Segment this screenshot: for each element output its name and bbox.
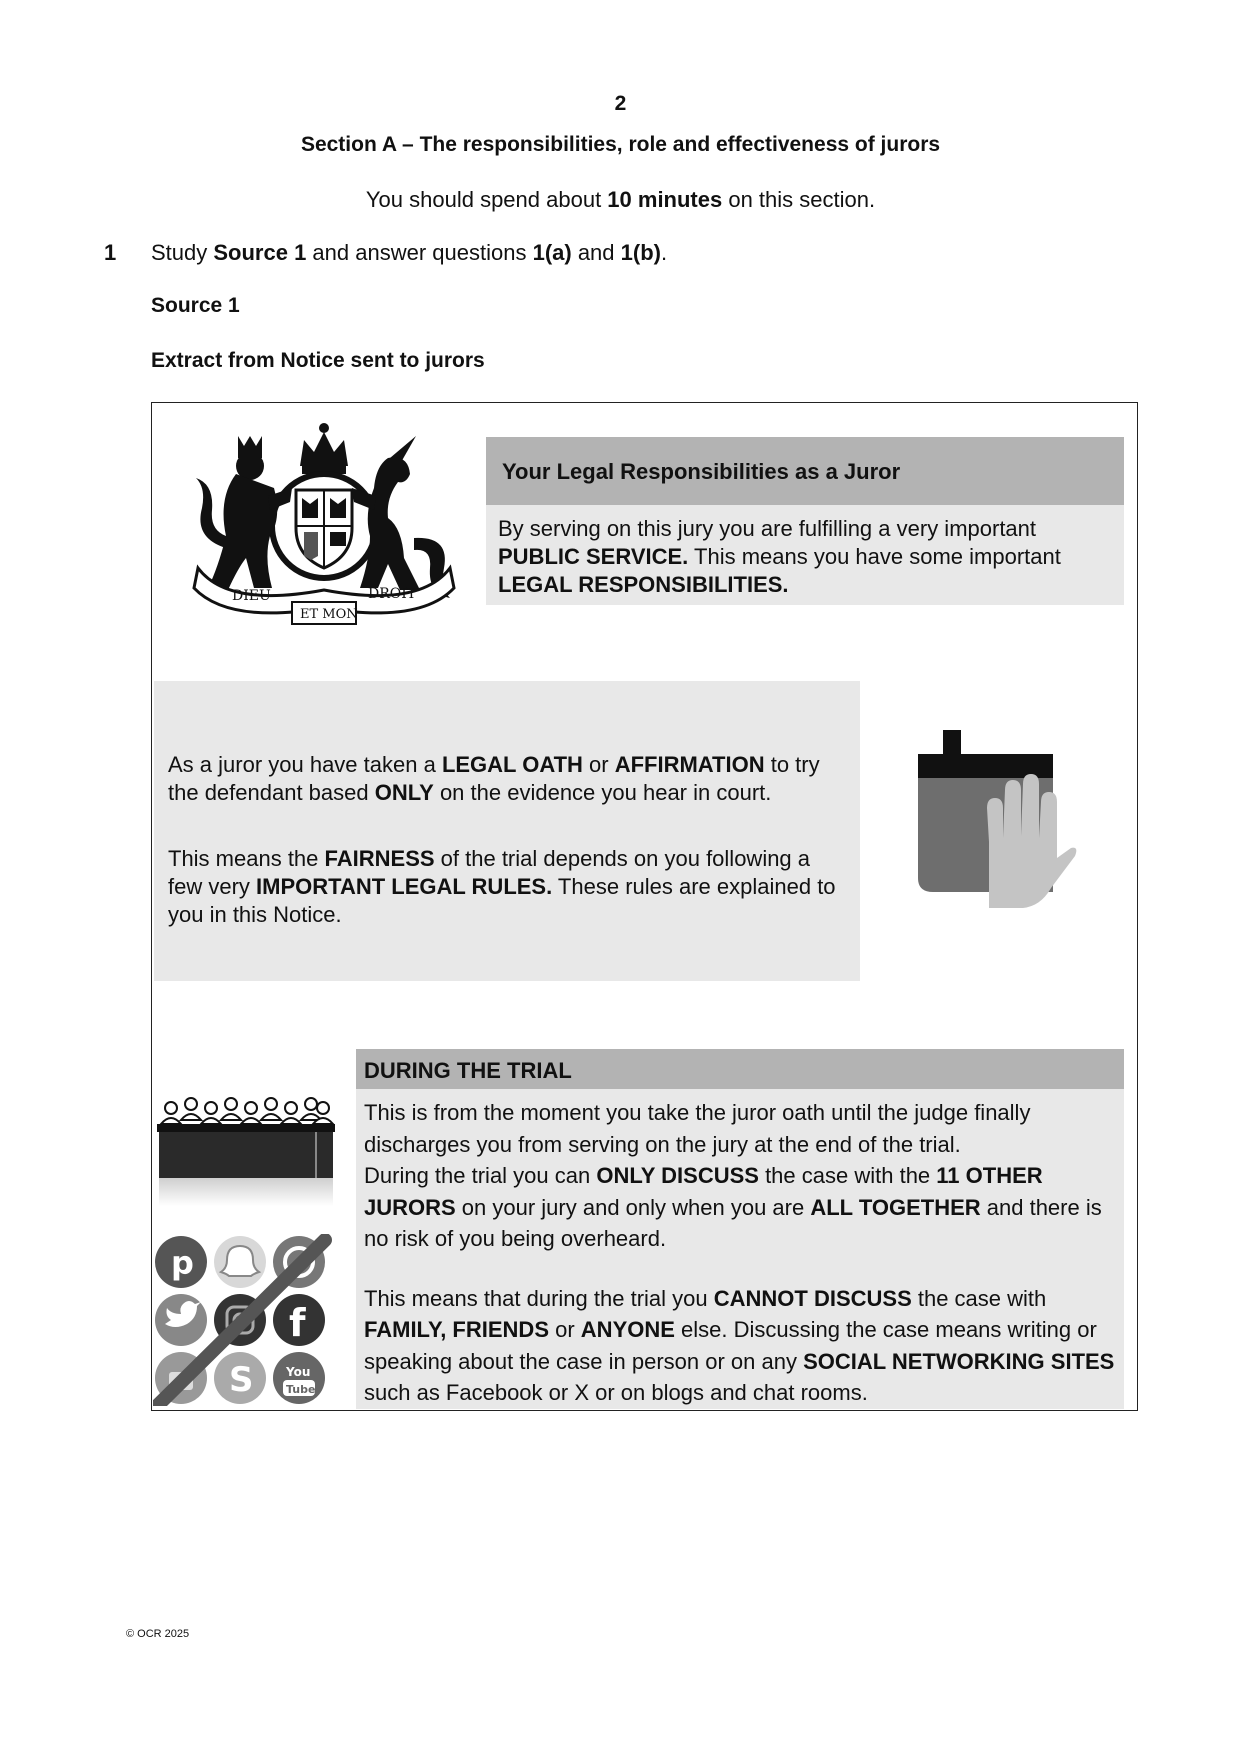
copyright-footer: © OCR 2025 bbox=[126, 1628, 190, 1640]
svg-text:p: p bbox=[171, 1244, 194, 1282]
during-trial-text bbox=[356, 1089, 1124, 1409]
oath-paragraph: As a juror you have taken a LEGAL OATH or AFFIRMATION to try the defendant based ONLY on the evidence you hear in court. bbox=[168, 752, 820, 805]
hand-on-bible-icon bbox=[915, 730, 1080, 915]
responsibilities-text: By serving on this jury you are fulfilling a very important PUBLIC SERVICE. This means you have some important LEGAL RESPONSIBILITIES. bbox=[486, 505, 1124, 605]
time-instruction: You should spend about 10 minutes on this section. bbox=[365, 187, 876, 212]
svg-text:f: f bbox=[289, 1301, 306, 1345]
svg-text:S: S bbox=[229, 1360, 254, 1400]
social-media-prohibited-icon bbox=[153, 1234, 353, 1406]
trial-discussion-paragraph: During the trial you can ONLY DISCUSS the case with the 11 OTHER JURORS on your jury and only when you are ALL TOGETHER and there is no risk of you being overheard. bbox=[364, 1163, 1102, 1251]
royal-coat-of-arms-icon bbox=[188, 418, 460, 628]
motto-right-text: DROIT bbox=[368, 586, 417, 602]
trial-social-media-paragraph: This means that during the trial you CANNOT DISCUSS the case with FAMILY, FRIENDS or ANYONE else. Discussing the case means writing or speaking about the case in person or on any SOCIAL NETWORKING SITES such as Facebook or X or on blogs and chat rooms. bbox=[364, 1285, 1115, 1405]
question-number: 1 bbox=[104, 240, 117, 265]
trial-definition-paragraph: This is from the moment you take the juror oath until the judge finally discharges you from serving on the jury at the end of the trial. bbox=[364, 1100, 1031, 1157]
motto-left-text: DIEU bbox=[232, 588, 271, 604]
motto-bottom-text: ET MON bbox=[300, 607, 358, 622]
during-trial-heading: DURING THE TRIAL bbox=[356, 1049, 1124, 1089]
fairness-paragraph: This means the FAIRNESS of the trial depends on you following a few very IMPORTANT LEGAL RULES. These rules are explained to you in this Notice. bbox=[168, 846, 836, 927]
jury-box-icon bbox=[157, 1096, 335, 1208]
youtube-label-bottom: Tube bbox=[286, 1383, 316, 1396]
section-title: Section A – The responsibilities, role and effectiveness of jurors bbox=[300, 133, 941, 156]
page-number: 2 bbox=[614, 92, 627, 115]
question-text: Study Source 1 and answer questions 1(a) and 1(b). bbox=[151, 240, 668, 265]
youtube-label-top: You bbox=[286, 1365, 311, 1379]
oath-panel bbox=[154, 681, 860, 981]
extract-title: Extract from Notice sent to jurors bbox=[151, 349, 485, 372]
source-label: Source 1 bbox=[151, 294, 240, 317]
responsibilities-heading: Your Legal Responsibilities as a Juror bbox=[486, 437, 1124, 505]
